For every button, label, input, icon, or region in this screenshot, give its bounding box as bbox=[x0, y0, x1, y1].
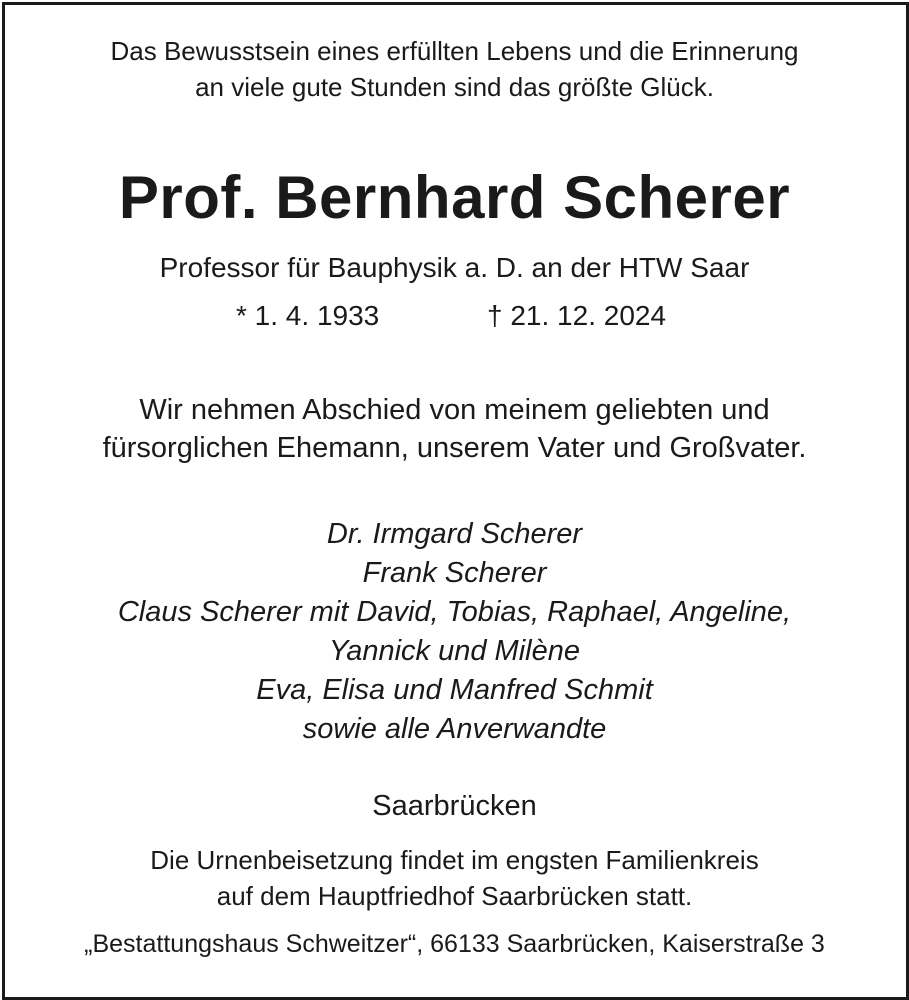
mourner-line: Dr. Irmgard Scherer bbox=[326, 518, 583, 550]
motto-line-2: an viele gute Stunden sind das größte Glück. bbox=[195, 72, 714, 102]
death-date: † 21. 12. 2024 bbox=[487, 300, 667, 331]
deceased-name: Prof. Bernhard Scherer bbox=[118, 164, 791, 231]
mourner-line: Frank Scherer bbox=[362, 557, 547, 589]
mourner-line: sowie alle Anverwandte bbox=[302, 713, 607, 745]
mourner-line: Yannick und Milène bbox=[329, 635, 580, 667]
life-dates bbox=[0, 300, 909, 336]
mourner-line: Claus Scherer mit David, Tobias, Raphael, Angeline, bbox=[117, 596, 792, 628]
funeral-home-address: „Bestattungshaus Schweitzer“, 66133 Saarbrücken, Kaiserstraße 3 bbox=[84, 930, 825, 958]
farewell-line-1: Wir nehmen Abschied von meinem geliebten und bbox=[139, 394, 770, 426]
place-name: Saarbrücken bbox=[372, 790, 537, 822]
mourner-line: Eva, Elisa und Manfred Schmit bbox=[256, 674, 653, 706]
birth-date: * 1. 4. 1933 bbox=[236, 300, 380, 331]
farewell-line-2: fürsorglichen Ehemann, unserem Vater und Großvater. bbox=[102, 432, 807, 464]
motto-line-1: Das Bewusstsein eines erfüllten Lebens und die Erinnerung bbox=[110, 36, 799, 66]
funeral-notice-line-2: auf dem Hauptfriedhof Saarbrücken statt. bbox=[216, 881, 693, 911]
deceased-title: Professor für Bauphysik a. D. an der HTW Saar bbox=[159, 252, 750, 283]
funeral-notice-line-1: Die Urnenbeisetzung findet im engsten Familienkreis bbox=[150, 845, 759, 875]
